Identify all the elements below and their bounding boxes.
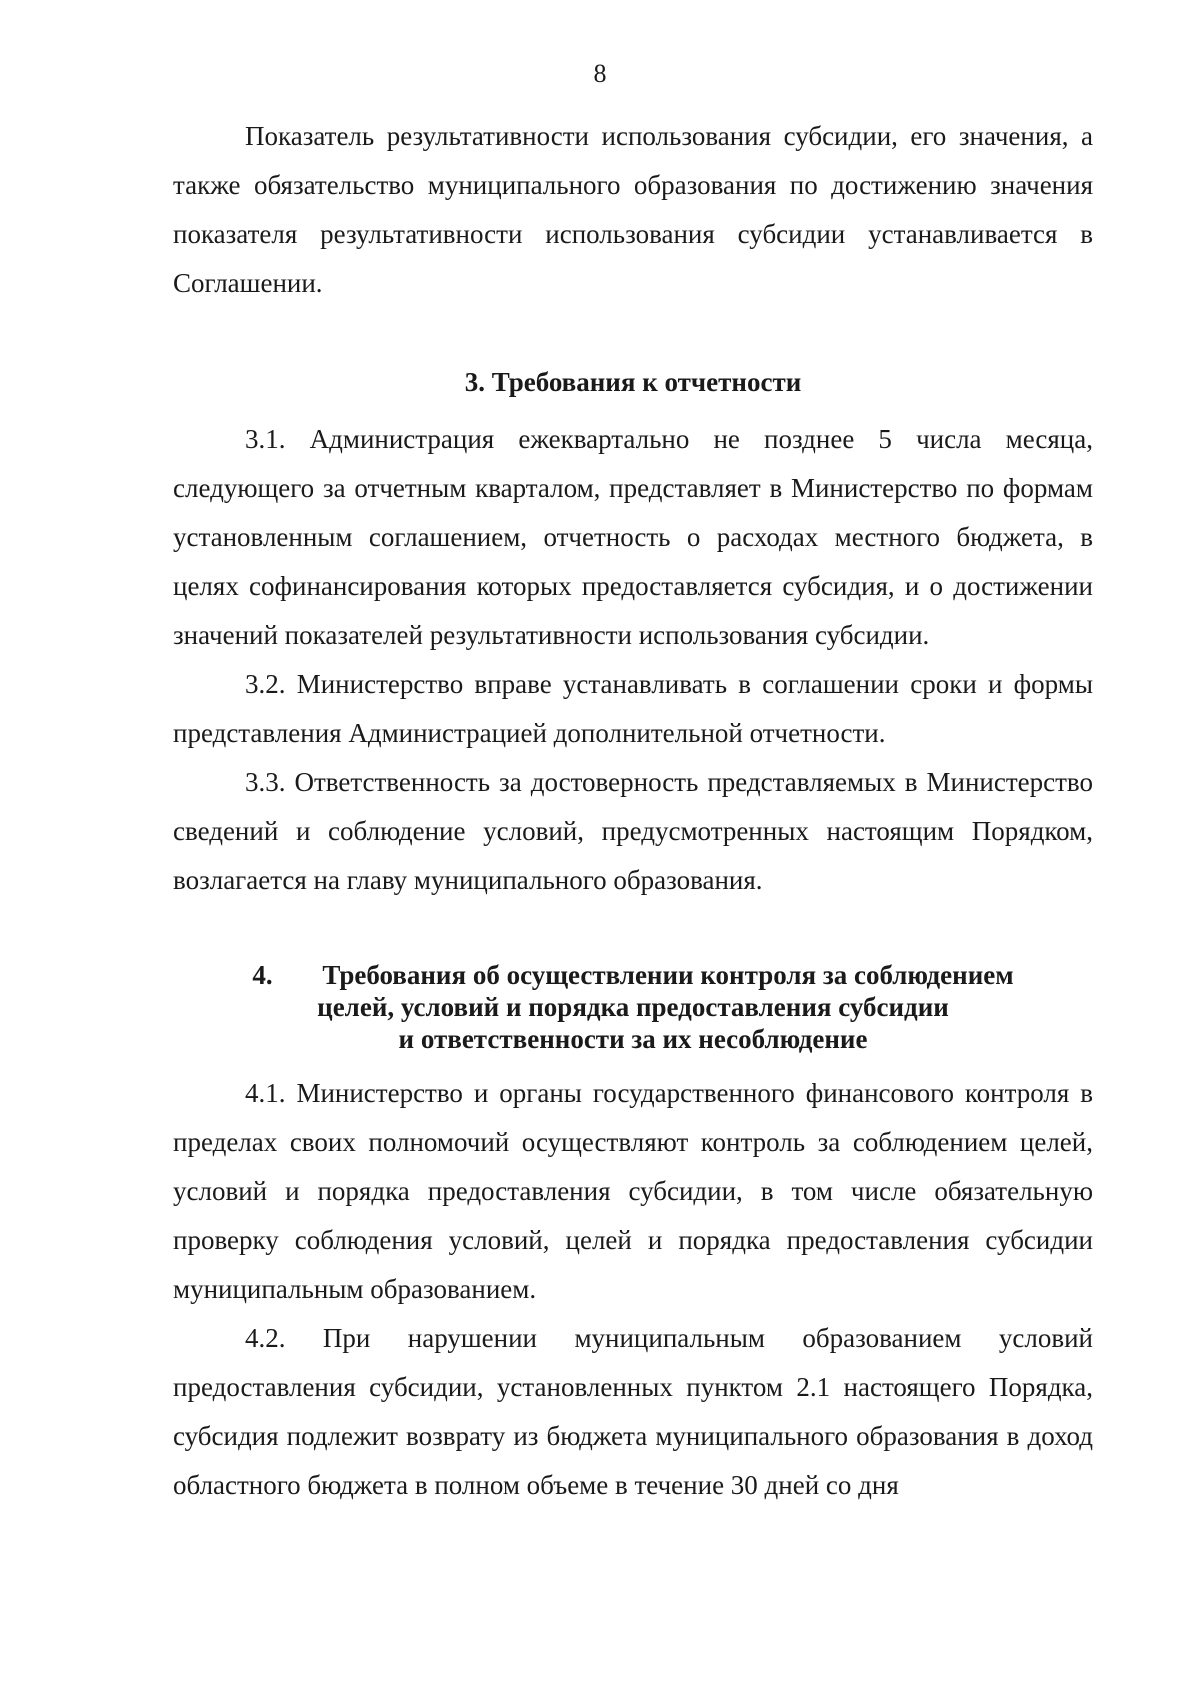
section-4-number: 4.	[252, 960, 273, 990]
paragraph-3-1: 3.1. Администрация ежеквартально не позднее 5 числа месяца, следующего за отчетным кварталом, представляет в Министерство по формам установленным соглашением, отчетность о расходах местного бюджета, в целях софинансирования которых предоставляется субсидия, и о достижении значений показателей результативности использования субсидии.	[173, 424, 1093, 650]
section-4-title-line-2: целей, условий и порядка предоставления субсидии	[317, 992, 949, 1022]
page-number: 8	[593, 59, 607, 88]
document-body	[173, 112, 1093, 1510]
paragraph-3-3: 3.3. Ответственность за достоверность представляемых в Министерство сведений и соблюдение условий, предусмотренных настоящим Порядком, возлагается на главу муниципального образования.	[173, 767, 1093, 895]
section-3-title: 3. Требования к отчетности	[464, 367, 802, 397]
paragraph-4-2: 4.2. При нарушении муниципальным образованием условий предоставления субсидии, установленных пунктом 2.1 настоящего Порядка, субсидия подлежит возврату из бюджета муниципального образования в доход областного бюджета в полном объеме в течение 30 дней со дня	[173, 1323, 1093, 1500]
section-4-title-text-1: Требования об осуществлении контроля за соблюдением	[322, 960, 1014, 990]
intro-paragraph: Показатель результативности использования субсидии, его значения, а также обязательство муниципального образования по достижению значения показателя результативности использования субсидии устанавливается в Соглашении.	[173, 121, 1093, 298]
section-4-title-line-1	[173, 959, 1093, 991]
paragraph-3-2: 3.2. Министерство вправе устанавливать в соглашении сроки и формы представления Администрацией дополнительной отчетности.	[173, 669, 1093, 748]
section-4-title	[173, 959, 1093, 1055]
section-4-title-line-3: и ответственности за их несоблюдение	[398, 1024, 868, 1054]
paragraph-4-1: 4.1. Министерство и органы государственного финансового контроля в пределах своих полномочий осуществляют контроль за соблюдением целей, условий и порядка предоставления субсидии, в том числе обязательную проверку соблюдения условий, целей и порядка предоставления субсидии муниципальным образованием.	[173, 1078, 1093, 1304]
